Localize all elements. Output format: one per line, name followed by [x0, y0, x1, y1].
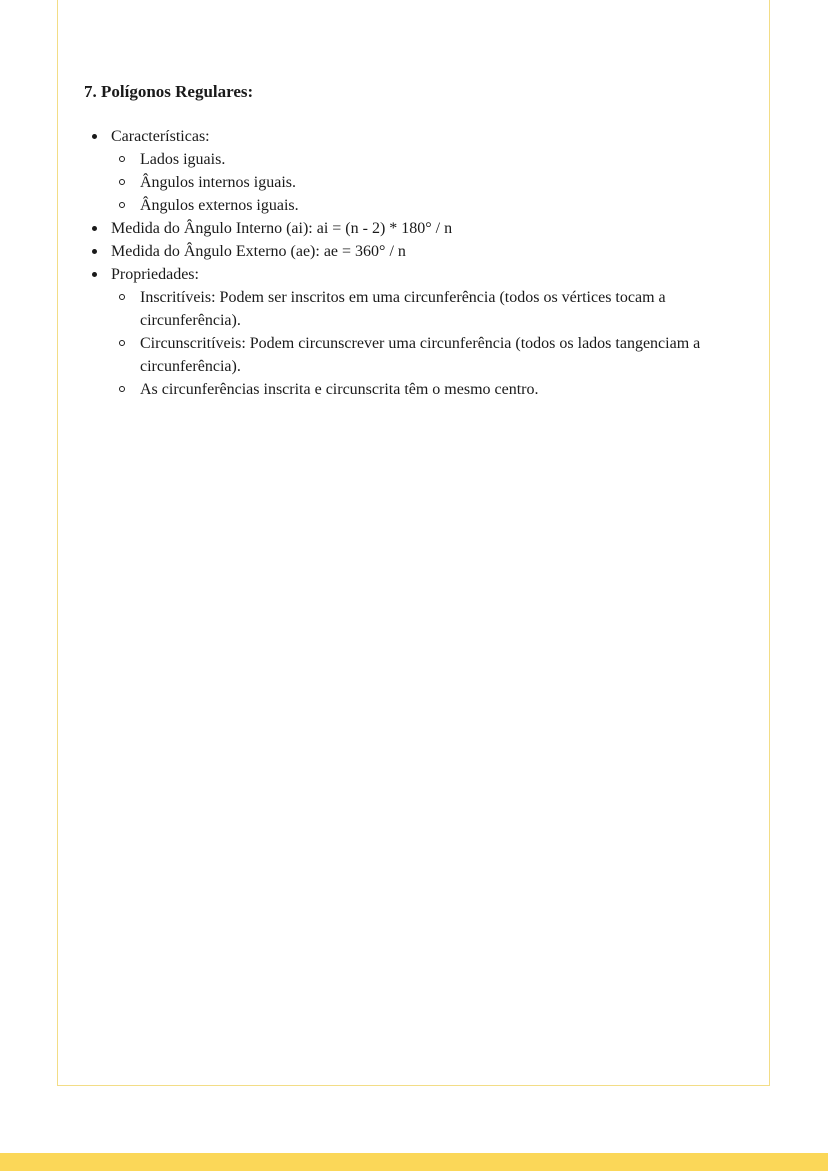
bullet-disc-icon — [92, 134, 97, 139]
list-item-caracteristicas — [84, 125, 744, 217]
sub-list-item-label: Ângulos externos iguais. — [140, 197, 299, 214]
sub-list — [111, 148, 744, 217]
footer-bar — [0, 1153, 828, 1171]
sub-list-item — [111, 194, 744, 217]
document-content — [84, 80, 744, 401]
sub-list-item — [111, 148, 744, 171]
bullet-disc-icon — [92, 249, 97, 254]
list-item-angulo-interno — [84, 217, 744, 240]
list-item-propriedades — [84, 263, 744, 401]
sub-list-item-label: Circunscritíveis: Podem circunscrever uma circunferência (todos os lados tangenciam a circunferência). — [140, 335, 701, 375]
list-item-angulo-externo — [84, 240, 744, 263]
sub-list-item-label: Lados iguais. — [140, 151, 226, 168]
list-item-label: Características: — [111, 128, 210, 145]
sub-list-item — [111, 332, 744, 378]
bullet-circle-icon — [119, 294, 125, 300]
sub-list-item-label: Inscritíveis: Podem ser inscritos em uma circunferência (todos os vértices tocam a circunferência). — [140, 289, 666, 329]
list-item-label: Medida do Ângulo Interno (ai): ai = (n - 2) * 180° / n — [111, 220, 453, 237]
bullet-circle-icon — [119, 202, 125, 208]
bullet-circle-icon — [119, 179, 125, 185]
section-title: 7. Polígonos Regulares: — [84, 82, 254, 101]
bullet-circle-icon — [119, 386, 125, 392]
list-item-label: Medida do Ângulo Externo (ae): ae = 360° / n — [111, 243, 406, 260]
bullet-circle-icon — [119, 340, 125, 346]
main-list — [84, 125, 744, 401]
bullet-disc-icon — [92, 272, 97, 277]
sub-list-item — [111, 286, 744, 332]
bullet-disc-icon — [92, 226, 97, 231]
bullet-circle-icon — [119, 156, 125, 162]
list-item-label: Propriedades: — [111, 266, 199, 283]
sub-list — [111, 286, 744, 401]
sub-list-item-label: Ângulos internos iguais. — [140, 174, 296, 191]
sub-list-item-label: As circunferências inscrita e circunscrita têm o mesmo centro. — [140, 381, 539, 398]
sub-list-item — [111, 171, 744, 194]
sub-list-item — [111, 378, 744, 401]
